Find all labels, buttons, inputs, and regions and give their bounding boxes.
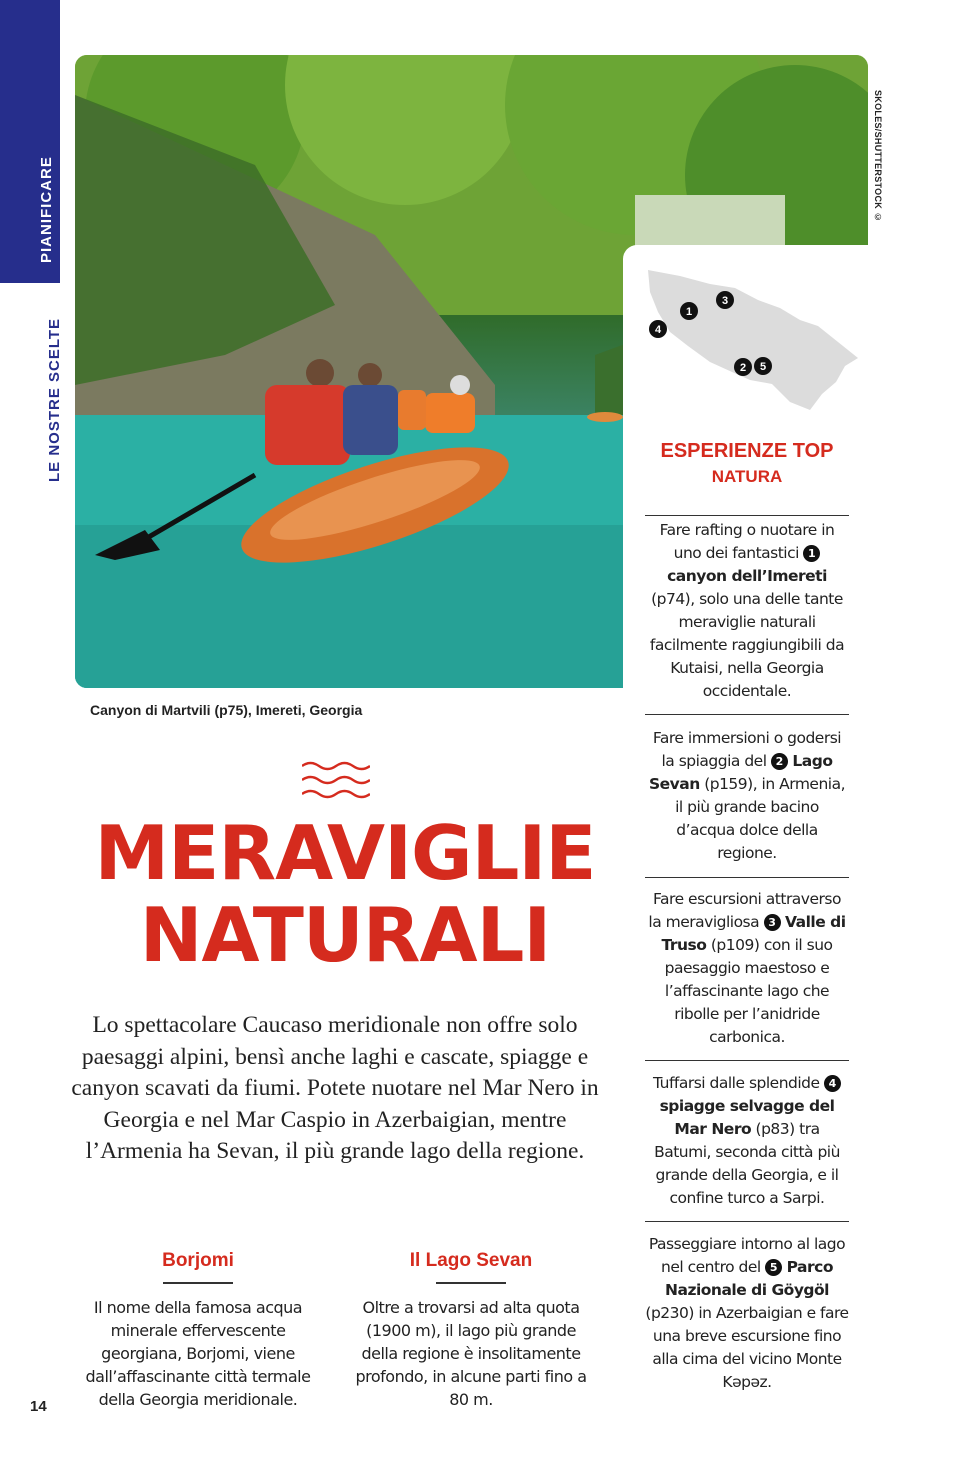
page-number: 14 [30,1398,47,1415]
divider [645,714,849,715]
region-map [640,262,860,412]
photo-credit: SKOLES/SHUTTERSTOCK © [873,90,883,223]
number-badge: 1 [803,545,820,562]
title-line-1: MERAVIGLIE [94,809,596,897]
svg-text:4: 4 [654,324,662,336]
section-label: PIANIFICARE [38,156,55,263]
intro-paragraph: Lo spettacolare Caucaso meridionale non offre solo paesaggi alpini, bensì anche laghi e cascate, spiagge e canyon scavati da fiumi. Potete nuotare nel Mar Nero in Georgia e nel Mar Caspio in Azerbaigian, mentre l’Armenia ha Sevan, il più grande lago della regione. [71,1012,599,1164]
column-rule [436,1282,506,1284]
panel-heading [645,440,849,487]
map-marker-4 [649,320,667,338]
experience-item-3: Fare escursioni attraverso la meravigliosa 3 Valle di Truso (p109) con il suo paesaggio maestoso e l’affascinante lago che ribolle per l’anidride carbonica. [648,890,846,1046]
experience-item-2: Fare immersioni o godersi la spiaggia del 2 Lago Sevan (p159), in Armenia, il più grande bacino d’acqua dolce della regione. [648,729,846,862]
panel-subtitle: NATURA [711,467,783,486]
column-lago-sevan [346,1250,596,1411]
column-text: Oltre a trovarsi ad alta quota (1900 m), il lago più grande della regione è insolitamente profondo, in alcune parti fino a 80 m. [355,1298,587,1409]
divider [645,877,849,878]
column-heading: Borjomi [162,1250,234,1271]
number-badge: 3 [764,914,781,931]
map-marker-1 [680,302,698,320]
column-text: Il nome della famosa acqua minerale effervescente georgiana, Borjomi, viene dall’affascinante città termale della Georgia meridionale. [85,1298,311,1409]
svg-text:3: 3 [721,295,729,307]
photo-caption: Canyon di Martvili (p75), Imereti, Georgia [90,702,363,718]
svg-text:1: 1 [685,306,693,318]
experience-item-1: Fare rafting o nuotare in uno dei fantastici 1 canyon dell’Imereti (p74), solo una delle tante meraviglie naturali facilmente raggiungibili da Kutaisi, nella Georgia occidentale. [649,521,845,700]
map-marker-5 [754,357,772,375]
number-badge: 5 [765,1259,782,1276]
svg-text:2: 2 [739,362,747,374]
experience-item-4: Tuffarsi dalle splendide 4 spiagge selvagge del Mar Nero (p83) tra Batumi, seconda città più grande della Georgia, e il confine turco a Sarpi. [653,1074,840,1207]
experience-item-5: Passeggiare intorno al lago nel centro del 5 Parco Nazionale di Göygöl (p230) in Azerbaigian e fare una breve escursione fino alla cima del vicino Monte Kəpəz. [645,1235,849,1391]
divider [645,1221,849,1222]
number-badge: 2 [771,753,788,770]
svg-text:5: 5 [759,361,767,373]
waves-icon [302,760,370,804]
divider [645,1060,849,1061]
panel-title: ESPERIENZE TOP [660,440,834,462]
map-marker-2 [734,358,752,376]
number-badge: 4 [824,1075,841,1092]
page-title [50,809,640,979]
column-heading: Il Lago Sevan [409,1250,533,1271]
column-rule [163,1282,233,1284]
column-borjomi [73,1250,323,1411]
title-line-2: NATURALI [139,891,551,979]
map-marker-3 [716,291,734,309]
divider [645,515,849,516]
subsection-label: LE NOSTRE SCELTE [46,317,63,482]
